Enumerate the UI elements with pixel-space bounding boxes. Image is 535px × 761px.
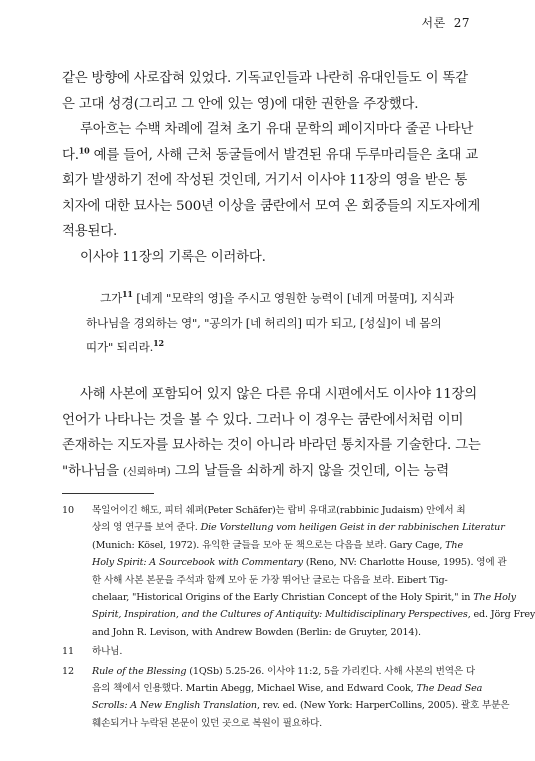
footnote-number: 12 xyxy=(62,665,74,677)
text-line: 존재하는 지도자를 묘사하는 것이 아니라 바라던 통치자를 기술한다. 그는 xyxy=(62,438,481,453)
text-line: 언어가 나타나는 것을 볼 수 있다. 그러나 이 경우는 쿰란에서처럼 이미 xyxy=(62,412,464,428)
footnote-12: 12 Rule of the Blessing (1QSb) 5.25-26. 이사야 11:2, 5을 가리킨다. 사해 사본의 번역은 다 음의 책에서 인용했다. Martin Abegg, Michael Wise, and Edward Cook, The Dead Sea Scrolls: A New English Translation, rev. ed. (New York: HarperCollins, 2005). 괄호 부분은 훼손되거나 누락된 본문이 있던 곳으로 복원이 필요하다. xyxy=(62,663,462,733)
paragraph-3 xyxy=(62,245,458,271)
footnote-divider xyxy=(62,493,154,494)
paragraph-1 xyxy=(62,66,468,117)
text-line: 사해 사본에 포함되어 있지 않은 다른 유대 시편에서도 이사야 11장의 xyxy=(80,387,477,402)
footnote-number: 10 xyxy=(62,505,74,516)
running-head xyxy=(422,14,470,31)
text-line: 적용된다. xyxy=(62,224,117,239)
text-line: 은 고대 성경(그리고 그 안에 있는 영)에 대한 권한을 주장했다. xyxy=(62,96,419,112)
quote-line: 하나님을 경외하는 영", "공의가 [네 허리의] 띠가 되고, [성실]이 네 몸의 xyxy=(86,315,442,330)
section-title: 서론 xyxy=(421,16,446,30)
quote-line: 그가$^{11}$ [네게 "모략의 영]을 주시고 영원한 능력이 [네게 머물며], 지식과 xyxy=(100,289,455,305)
text-line: 치자에 대한 묘사는 500년 이상을 쿰란에서 모여 온 회중들의 지도자에게 xyxy=(62,198,481,214)
footnote-ref-12[interactable]: 12 xyxy=(153,338,164,349)
footnote-11: 11 하나님. xyxy=(62,643,462,660)
page-number: 27 xyxy=(453,16,470,30)
quote-line: 띠가" 되리라.$^{12}$ xyxy=(86,338,164,354)
footnote-10: 10 목일어이긴 해도, 피터 쉐퍼(Peter Schäfer)는 랍비 유대교(rabbinic Judaism) 안에서 최 상의 영 연구를 보여 준다. Die Vorstellung vom heiligen Geist in der rabbinischen Literatur (Munich: Kösel, 1972). 유익한 글들을 모아 둔 책으로는 다음을 보라. Gary Cage, The Holy Spirit: A Sourcebook with Commentary (Reno, NV: Charlotte House, 1995). 영에 관 한 사해 사본 본문을 주석과 함께 모아 둔 가장 뛰어난 글로는 다음을 보라. Eibert Tig- chelaar, "Historical Origins of the Early Christian Concept of the Holy Spirit," in The Holy Spirit, Inspiration, and the Cultures of Antiquity: Multidisciplinary Perspectives, ed. Jörg Frey and John R. Levison, with Andrew Bowden (Berlin: de Gruyter, 2014). xyxy=(62,502,462,641)
text-line: 회가 발생하기 전에 작성된 것인데, 거기서 이사야 11장의 영을 받은 통 xyxy=(62,173,468,188)
text-line: 같은 방향에 사로잡혀 있었다. 기독교인들과 나란히 유대인들도 이 똑같 xyxy=(62,71,468,86)
block-quote xyxy=(86,286,458,360)
footnote-number: 11 xyxy=(62,646,74,658)
footnote-ref-11[interactable]: 11 xyxy=(122,289,133,300)
text-line: 루아흐는 수백 차례에 걸쳐 초기 유대 문학의 페이지마다 줄곧 나타난 xyxy=(80,122,474,137)
paragraph-4 xyxy=(62,382,481,485)
text-line: 다.$^{10}$ 예를 들어, 사해 근처 동굴들에서 발견된 유대 두루마리들은 초대 교 xyxy=(62,145,479,163)
paragraph-2 xyxy=(62,117,481,245)
text-line: "하나님을 (신뢰하며) 그의 날들을 쇠하게 하지 않을 것인데, 이는 능력 xyxy=(62,463,450,479)
footnote-ref-10[interactable]: 10 xyxy=(78,145,90,156)
footnotes xyxy=(62,502,535,734)
text-line: 이사야 11장의 기록은 이러하다. xyxy=(80,250,266,265)
